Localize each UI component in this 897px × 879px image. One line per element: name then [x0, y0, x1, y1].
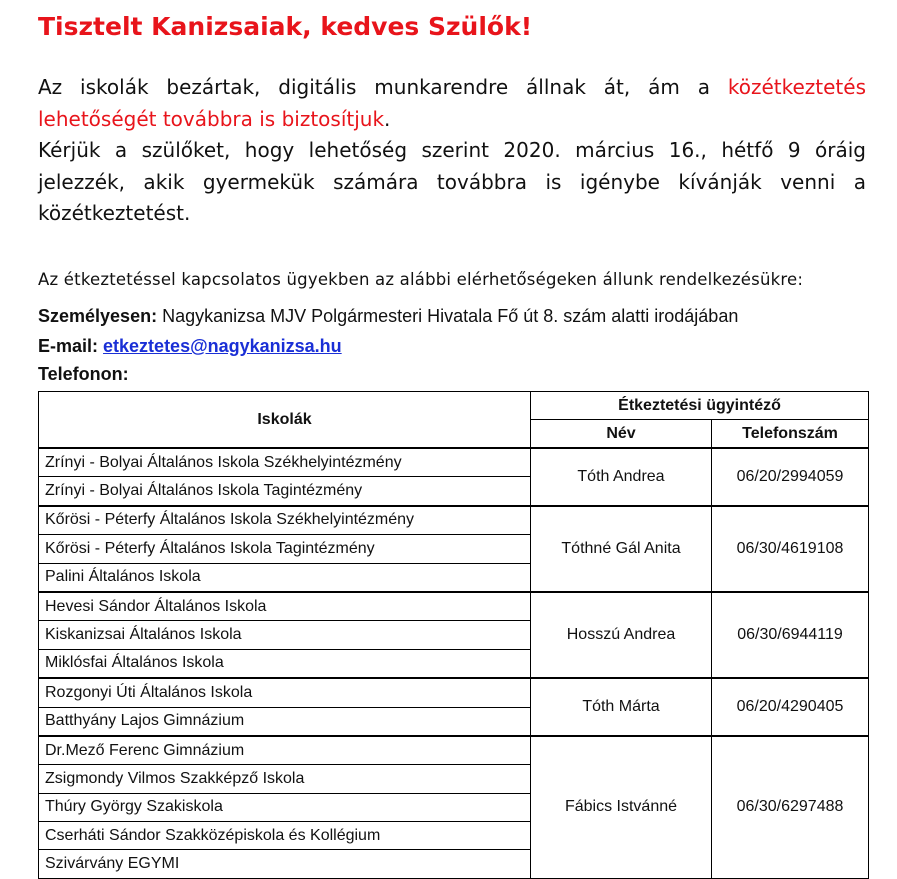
page-title: Tisztelt Kanizsaiak, kedves Szülők! [38, 12, 533, 41]
intro-paragraph-2: Kérjük a szülőket, hogy lehetőség szerint 2020. március 16., hétfő 9 óráig jelezzék, akik gyermekük számára továbbra is igénybe kívánják venni a közétkeztetést. [38, 138, 866, 225]
contact-intro: Az étkeztetéssel kapcsolatos ügyekben az alábbi elérhetőségeken állunk rendelkezésükre: [38, 270, 804, 289]
contact-group [39, 678, 869, 736]
header-schools: Iskolák [39, 392, 531, 449]
school-name: Kőrösi - Péterfy Általános Iskola Székhelyintézmény [39, 506, 531, 535]
school-name: Szivárvány EGYMI [39, 850, 531, 878]
table-row [39, 678, 869, 707]
contact-name: Hosszú Andrea [531, 592, 712, 678]
personal-value: Nagykanizsa MJV Polgármesteri Hivatala Fő út 8. szám alatti irodájában [157, 306, 739, 326]
school-name: Batthyány Lajos Gimnázium [39, 707, 531, 736]
email-link[interactable]: etkeztetes@nagykanizsa.hu [103, 336, 342, 356]
contact-name: Tóthné Gál Anita [531, 506, 712, 592]
contact-name: Fábics Istvánné [531, 736, 712, 878]
school-name: Hevesi Sándor Általános Iskola [39, 592, 531, 621]
contact-phone-number: 06/20/4290405 [712, 678, 869, 736]
header-phone: Telefonszám [712, 420, 869, 449]
school-name: Dr.Mező Ferenc Gimnázium [39, 736, 531, 765]
school-name: Zrínyi - Bolyai Általános Iskola Székhelyintézmény [39, 448, 531, 477]
contact-personal [38, 306, 738, 327]
contact-group [39, 506, 869, 592]
intro-paragraph-1 [38, 72, 866, 135]
table-header-row [39, 392, 869, 420]
contact-phone-number: 06/30/6944119 [712, 592, 869, 678]
phone-label: Telefonon: [38, 364, 129, 384]
contact-phone-number: 06/30/6297488 [712, 736, 869, 878]
school-name: Miklósfai Általános Iskola [39, 649, 531, 678]
intro-text [38, 72, 866, 230]
table-row [39, 592, 869, 621]
contact-name: Tóth Márta [531, 678, 712, 736]
school-name: Kiskanizsai Általános Iskola [39, 621, 531, 649]
table-row [39, 506, 869, 535]
school-name: Rozgonyi Úti Általános Iskola [39, 678, 531, 707]
intro-p1-prefix: Az iskolák bezártak, digitális munkarendre állnak át, ám a [38, 75, 728, 99]
school-name: Palini Általános Iskola [39, 563, 531, 592]
contact-name: Tóth Andrea [531, 448, 712, 506]
school-contacts-table [38, 391, 869, 879]
table-row [39, 736, 869, 765]
contact-email [38, 336, 342, 357]
personal-label: Személyesen: [38, 306, 158, 326]
contact-group [39, 448, 869, 506]
intro-p1-suffix: . [384, 106, 391, 131]
school-name: Zsigmondy Vilmos Szakképző Iskola [39, 765, 531, 793]
email-label: E-mail: [38, 336, 99, 356]
contact-group [39, 592, 869, 678]
contact-phone-number: 06/20/2994059 [712, 448, 869, 506]
contact-phone-number: 06/30/4619108 [712, 506, 869, 592]
school-name: Kőrösi - Péterfy Általános Iskola Tagintézmény [39, 535, 531, 563]
school-name: Cserháti Sándor Szakközépiskola és Kollégium [39, 822, 531, 850]
intro-p1-highlight: közétkeztetés lehetőségét továbbra is biztosítjuk [38, 75, 866, 131]
header-contact-group: Étkeztetési ügyintéző [531, 392, 869, 420]
school-name: Thúry György Szakiskola [39, 793, 531, 821]
header-name: Név [531, 420, 712, 449]
contact-group [39, 736, 869, 878]
school-name: Zrínyi - Bolyai Általános Iskola Tagintézmény [39, 477, 531, 506]
contact-phone [38, 364, 129, 385]
table-row [39, 448, 869, 477]
